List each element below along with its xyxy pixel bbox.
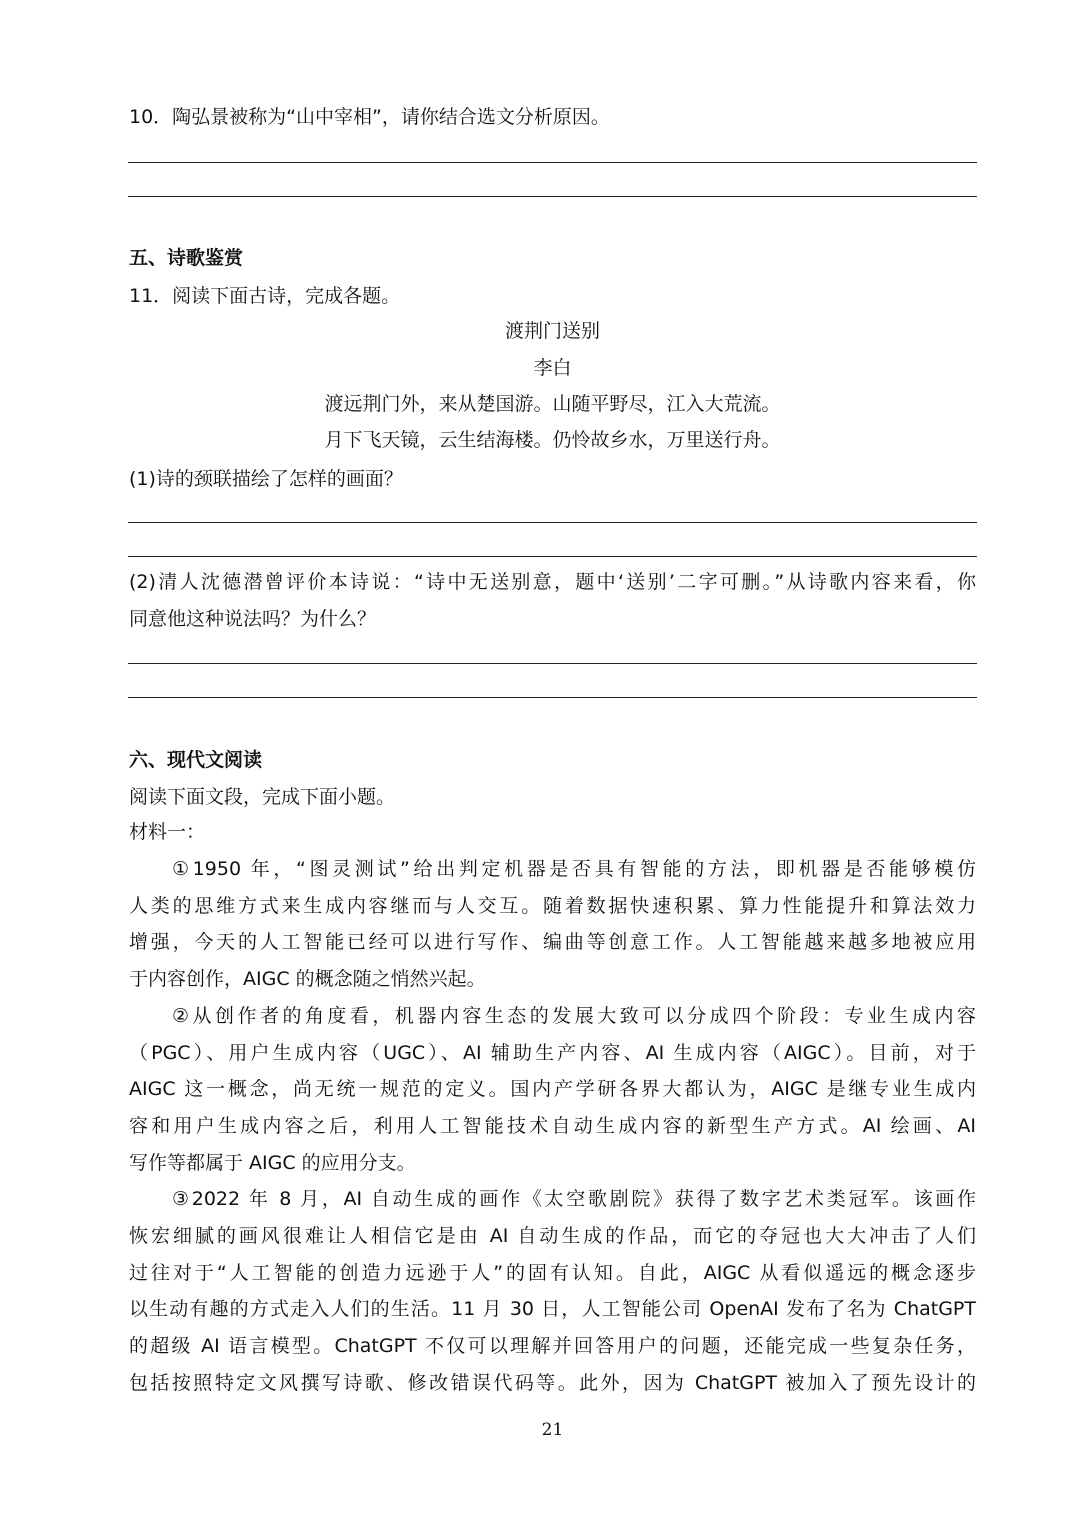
paragraph-line: ①1950 年，“图灵测试”给出判定机器是否具有智能的方法，即机器是否能够模仿 <box>172 858 976 880</box>
poem-title: 渡荆门送别 <box>504 320 600 342</box>
paragraph-line: ②从创作者的角度看，机器内容生态的发展大致可以分成四个阶段：专业生成内容 <box>172 1004 976 1027</box>
answer-line <box>128 162 977 163</box>
paragraph-line: 容和用户生成内容之后，利用人工智能技术自动生成内容的新型生产方式。AI 绘画、AI <box>129 1114 976 1137</box>
question-11-2-line: (2)清人沈德潜曾评价本诗说：“诗中无送别意，题中‘送别’二字可删。”从诗歌内容来看，你 <box>129 571 976 593</box>
paragraph-line: AIGC 这一概念，尚无统一规范的定义。国内产学研各界大都认为，AIGC 是继专业生成内 <box>129 1078 976 1101</box>
paragraph-line: 人类的思维方式来生成内容继而与人交互。随着数据快速积累、算力性能提升和算法效力 <box>129 894 976 917</box>
poem-line: 渡远荆门外，来从楚国游。山随平野尽，江入大荒流。 <box>324 393 781 415</box>
paragraph-line: 包括按照特定文风撰写诗歌、修改错误代码等。此外，因为 ChatGPT 被加入了预先设计的 <box>129 1371 976 1394</box>
paragraph-line: 增强，今天的人工智能已经可以进行写作、编曲等创意工作。人工智能越来越多地被应用 <box>129 931 976 954</box>
reading-intro: 阅读下面文段，完成下面小题。 <box>129 786 396 808</box>
question-11: 11．阅读下面古诗，完成各题。 <box>129 285 401 307</box>
answer-line <box>128 196 977 197</box>
section-heading-5: 五、诗歌鉴赏 <box>129 247 244 269</box>
answer-line <box>128 663 977 664</box>
poem-line: 月下飞天镜，云生结海楼。仍怜故乡水，万里送行舟。 <box>324 429 781 451</box>
paragraph-line: （PGC）、用户生成内容（UGC）、AI 辅助生产内容、AI 生成内容（AIGC）。目前，对于 <box>129 1041 976 1064</box>
paragraph-line: 恢宏细腻的画风很难让人相信它是由 AI 自动生成的作品，而它的夺冠也大大冲击了人们 <box>129 1225 976 1247</box>
answer-line <box>128 522 977 523</box>
page-number: 21 <box>541 1420 564 1440</box>
question-10: 10．陶弘景被称为“山中宰相”，请你结合选文分析原因。 <box>129 106 610 128</box>
question-11-1: (1)诗的颈联描绘了怎样的画面？ <box>129 468 403 490</box>
paragraph-line: 的超级 AI 语言模型。ChatGPT 不仅可以理解并回答用户的问题，还能完成一些复杂任务， <box>129 1335 976 1358</box>
paragraph-line: ③2022 年 8 月，AI 自动生成的画作《太空歌剧院》获得了数字艺术类冠军。该画作 <box>172 1188 976 1211</box>
answer-line <box>128 556 977 557</box>
section-heading-6: 六、现代文阅读 <box>129 749 263 771</box>
answer-line <box>128 697 977 698</box>
paragraph-line: 于内容创作，AIGC 的概念随之悄然兴起。 <box>129 968 486 991</box>
paragraph-line: 以生动有趣的方式走入人们的生活。11 月 30 日，人工智能公司 OpenAI 发布了名为 ChatGPT <box>129 1298 976 1321</box>
question-11-2-line: 同意他这种说法吗？为什么？ <box>129 608 377 630</box>
paragraph-line: 写作等都属于 AIGC 的应用分支。 <box>129 1151 416 1174</box>
paragraph-line: 过往对于“人工智能的创造力远逊于人”的固有认知。自此，AIGC 从看似遥远的概念逐步 <box>129 1261 976 1284</box>
material-label: 材料一： <box>129 821 206 843</box>
poem-author: 李白 <box>533 357 572 379</box>
